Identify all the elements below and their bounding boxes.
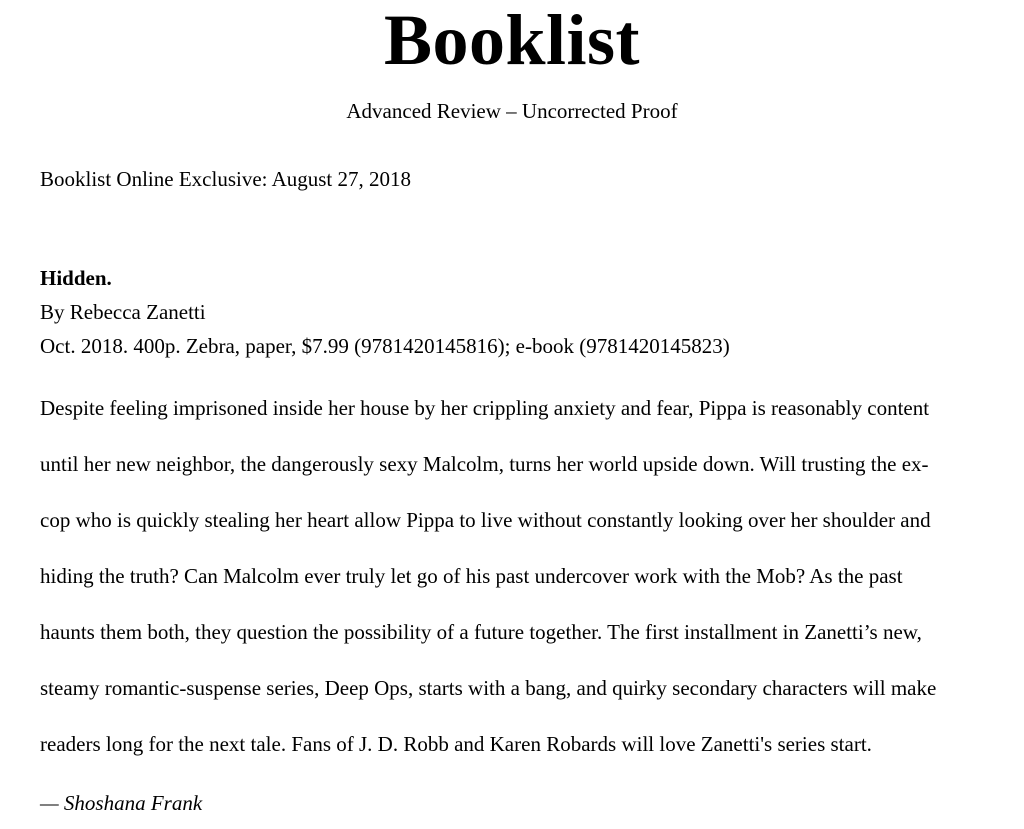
review-line: hiding the truth? Can Malcolm ever truly let go of his past undercover work with the Mob? As the past [40, 564, 903, 588]
review-line: until her new neighbor, the dangerously sexy Malcolm, turns her world upside down. Will trusting the ex- [40, 452, 929, 476]
review-line: readers long for the next tale. Fans of J. D. Robb and Karen Robards will love Zanetti's series start. [40, 732, 872, 756]
review-line: cop who is quickly stealing her heart allow Pippa to live without constantly looking over her shoulder and [40, 508, 931, 532]
review-line: steamy romantic-suspense series, Deep Ops, starts with a bang, and quirky secondary characters will make [40, 676, 937, 700]
review-line: haunts them both, they question the possibility of a future together. The first installment in Zanetti’s new, [40, 620, 922, 644]
review-body [40, 380, 1000, 772]
book-title: Hidden. [40, 266, 112, 290]
review-line: Despite feeling imprisoned inside her house by her crippling anxiety and fear, Pippa is reasonably content [40, 396, 930, 420]
reviewer-signature: — Shoshana Frank [40, 791, 203, 815]
book-author: By Rebecca Zanetti [40, 300, 206, 324]
review-subtitle: Advanced Review – Uncorrected Proof [346, 99, 678, 123]
booklist-masthead: Booklist [383, 0, 641, 80]
publication-info: Oct. 2018. 400p. Zebra, paper, $7.99 (9781420145816); e-book (9781420145823) [40, 334, 730, 358]
publication-date-line: Booklist Online Exclusive: August 27, 2018 [40, 167, 411, 191]
